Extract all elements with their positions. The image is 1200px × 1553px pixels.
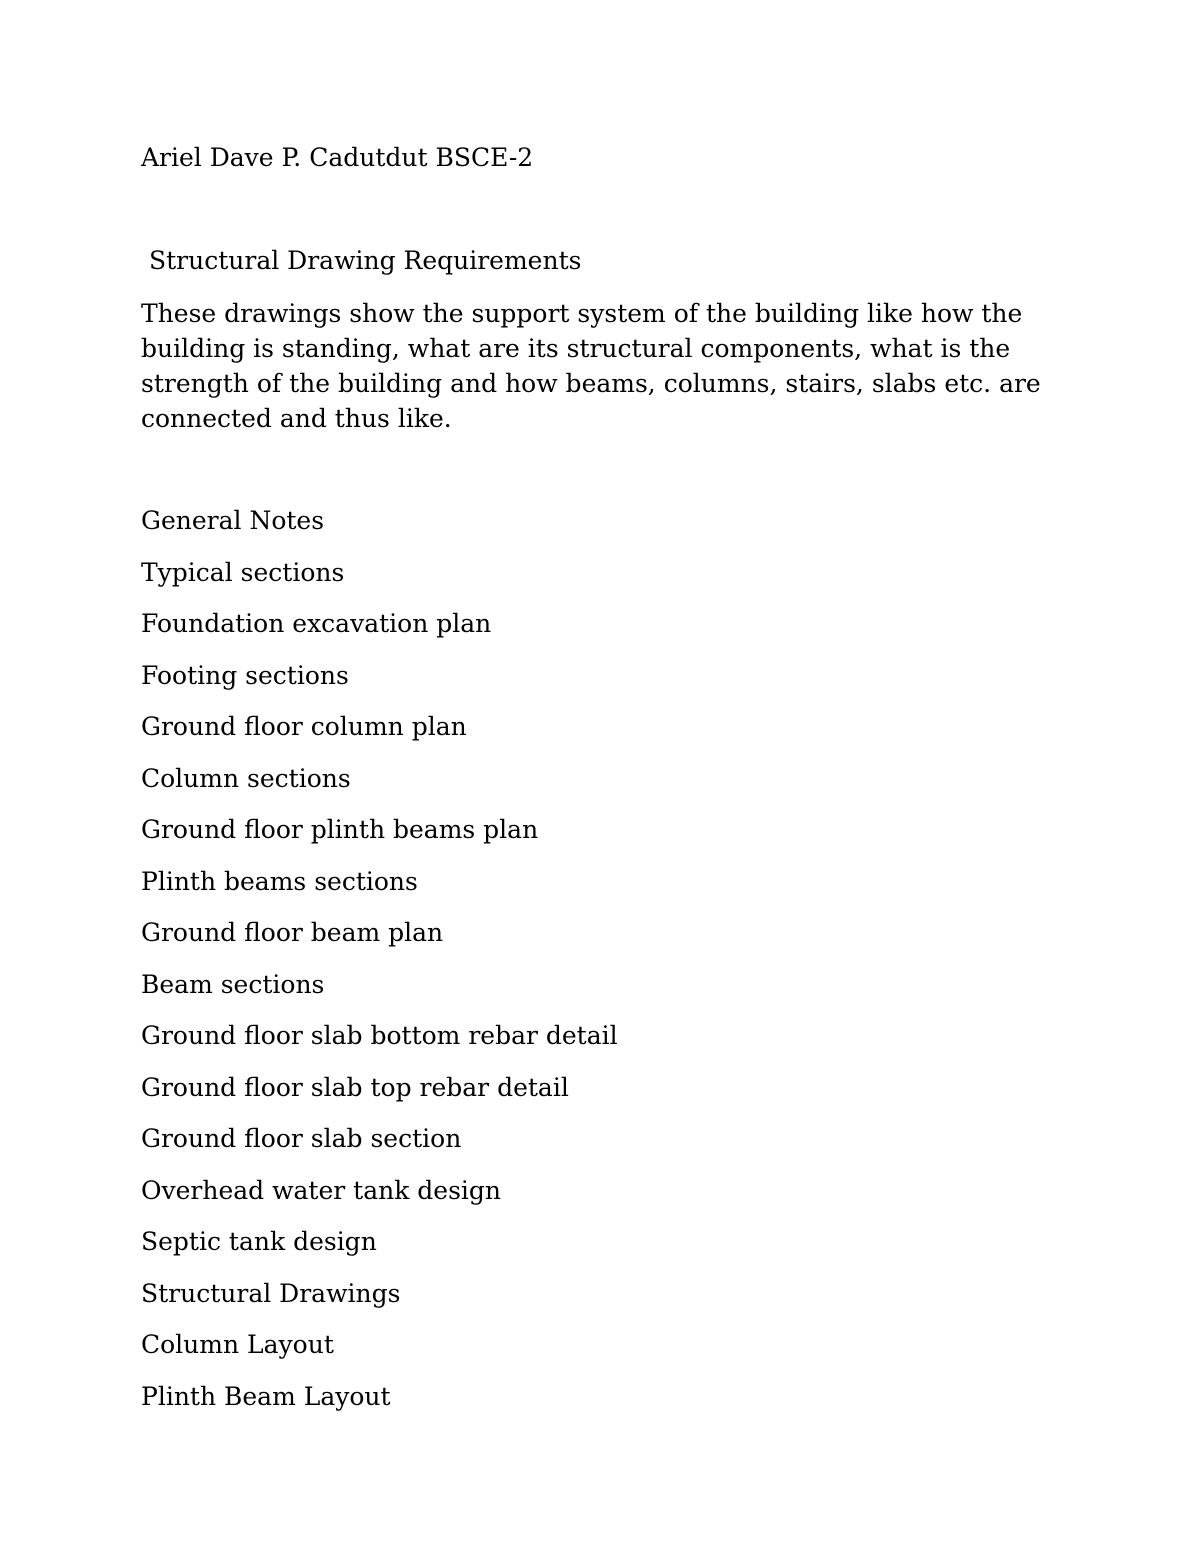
list-item: Plinth Beam Layout (141, 1381, 391, 1411)
list-item: Column sections (141, 763, 351, 793)
list-item: Plinth beams sections (141, 866, 418, 896)
list-item: Foundation excavation plan (141, 609, 492, 638)
list-item: Ground floor slab section (141, 1124, 462, 1153)
description-paragraph: These drawings show the support system of the building like how the building is standing, what are its structural components, what is the strength of the building and how beams, columns, stairs, slabs etc. are connected and thus like. (141, 299, 1041, 433)
list-item: Ground floor column plan (141, 712, 467, 741)
author-line: Ariel Dave P. Cadutdut BSCE-2 (141, 143, 534, 172)
list-item: Ground floor slab top rebar detail (141, 1072, 569, 1102)
list-item: Typical sections (141, 557, 345, 587)
list-item: Septic tank design (141, 1227, 377, 1256)
list-item: Ground floor slab bottom rebar detail (141, 1021, 618, 1050)
list-item: Ground floor beam plan (141, 918, 444, 947)
list-item: Beam sections (141, 969, 325, 999)
list-item: Structural Drawings (141, 1278, 401, 1308)
list-item: General Notes (141, 506, 325, 535)
list-item: Column Layout (141, 1330, 334, 1359)
requirements-list (141, 503, 618, 1430)
document-title: Structural Drawing Requirements (149, 246, 582, 275)
list-item: Ground floor plinth beams plan (141, 815, 539, 844)
list-item: Footing sections (141, 660, 349, 690)
list-item: Overhead water tank design (141, 1175, 502, 1205)
